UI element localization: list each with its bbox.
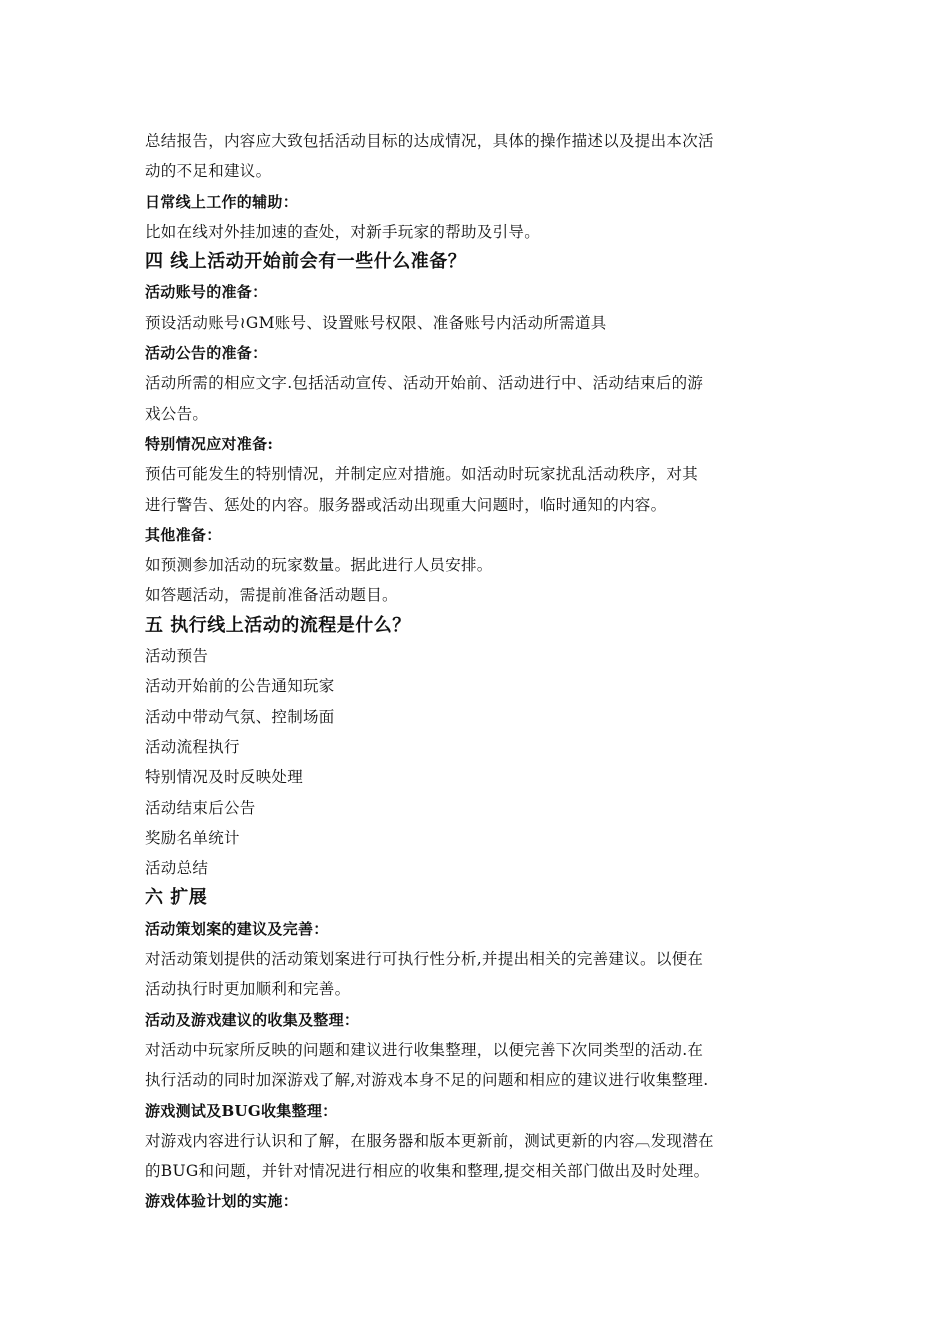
section-heading: 六 扩展 bbox=[145, 887, 208, 909]
body-text-line: 对活动中玩家所反映的问题和建议进行收集整理，以便完善下次同类型的活动.在 bbox=[145, 1040, 704, 1059]
subheading: 活动及游戏建议的收集及整理： bbox=[145, 1010, 360, 1029]
subheading: 特别情况应对准备: bbox=[145, 434, 274, 453]
subheading: 日常线上工作的辅助： bbox=[145, 192, 299, 211]
section-heading: 四 线上活动开始前会有一些什么准备？ bbox=[145, 251, 467, 273]
body-text-line: 活动预告 bbox=[145, 647, 209, 666]
body-text-line: 对游戏内容进行认识和了解，在服务器和版本更新前，测试更新的内容︹发现潜在 bbox=[145, 1131, 714, 1150]
body-text-line: 奖励名单统计 bbox=[145, 828, 240, 847]
body-text-line: 对活动策划提供的活动策划案进行可执行性分析,并提出相关的完善建议。以便在 bbox=[145, 950, 704, 969]
body-text-line: 如预测参加活动的玩家数量。据此进行人员安排。 bbox=[145, 556, 493, 575]
body-text-line: 预估可能发生的特别情况，并制定应对措施。如活动时玩家扰乱活动秩序，对其 bbox=[145, 465, 699, 484]
body-text-line: 特别情况及时反映处理 bbox=[145, 768, 304, 787]
body-text-line: 活动所需的相应文字.包括活动宣传、活动开始前、活动进行中、活动结束后的游 bbox=[145, 374, 704, 393]
body-text-line: 的BUG和问题，并针对情况进行相应的收集和整理,提交相关部门做出及时处理。 bbox=[145, 1162, 710, 1181]
subheading: 活动公告的准备： bbox=[145, 344, 268, 363]
body-text-line: 预设活动账号≀GM账号、设置账号权限、准备账号内活动所需道具 bbox=[145, 313, 607, 332]
subheading: 活动策划案的建议及完善： bbox=[145, 919, 329, 938]
subheading: 其他准备： bbox=[145, 525, 222, 544]
body-text-line: 活动结束后公告 bbox=[145, 798, 256, 817]
body-text-line: 活动中带动气氛、控制场面 bbox=[145, 707, 335, 726]
body-text-line: 活动总结 bbox=[145, 859, 209, 878]
body-text-line: 进行警告、惩处的内容。服务器或活动出现重大问题时，临时通知的内容。 bbox=[145, 495, 667, 514]
body-text-line: 总结报告，内容应大致包括活动目标的达成情况，具体的操作描述以及提出本次活 bbox=[145, 132, 714, 150]
section-heading: 五 执行线上活动的流程是什么？ bbox=[145, 614, 411, 636]
body-text-line: 如答题活动，需提前准备活动题目。 bbox=[145, 586, 398, 605]
subheading: 活动账号的准备： bbox=[145, 283, 268, 302]
body-text-line: 活动流程执行 bbox=[145, 737, 240, 756]
subheading: 游戏测试及BUG收集整理： bbox=[145, 1101, 338, 1120]
body-text-line: 动的不足和建议。 bbox=[145, 162, 272, 181]
body-text-line: 执行活动的同时加深游戏了解,对游戏本身不足的问题和相应的建议进行收集整理. bbox=[145, 1071, 709, 1090]
subheading: 游戏体验计划的实施： bbox=[145, 1192, 299, 1211]
document-body bbox=[145, 126, 765, 1217]
body-text-line: 戏公告。 bbox=[145, 404, 209, 423]
body-text-line: 活动开始前的公告通知玩家 bbox=[145, 677, 335, 696]
body-text-line: 比如在线对外挂加速的查处，对新手玩家的帮助及引导。 bbox=[145, 222, 541, 241]
document-page bbox=[145, 126, 765, 1217]
body-text-line: 活动执行时更加顺利和完善。 bbox=[145, 980, 351, 999]
